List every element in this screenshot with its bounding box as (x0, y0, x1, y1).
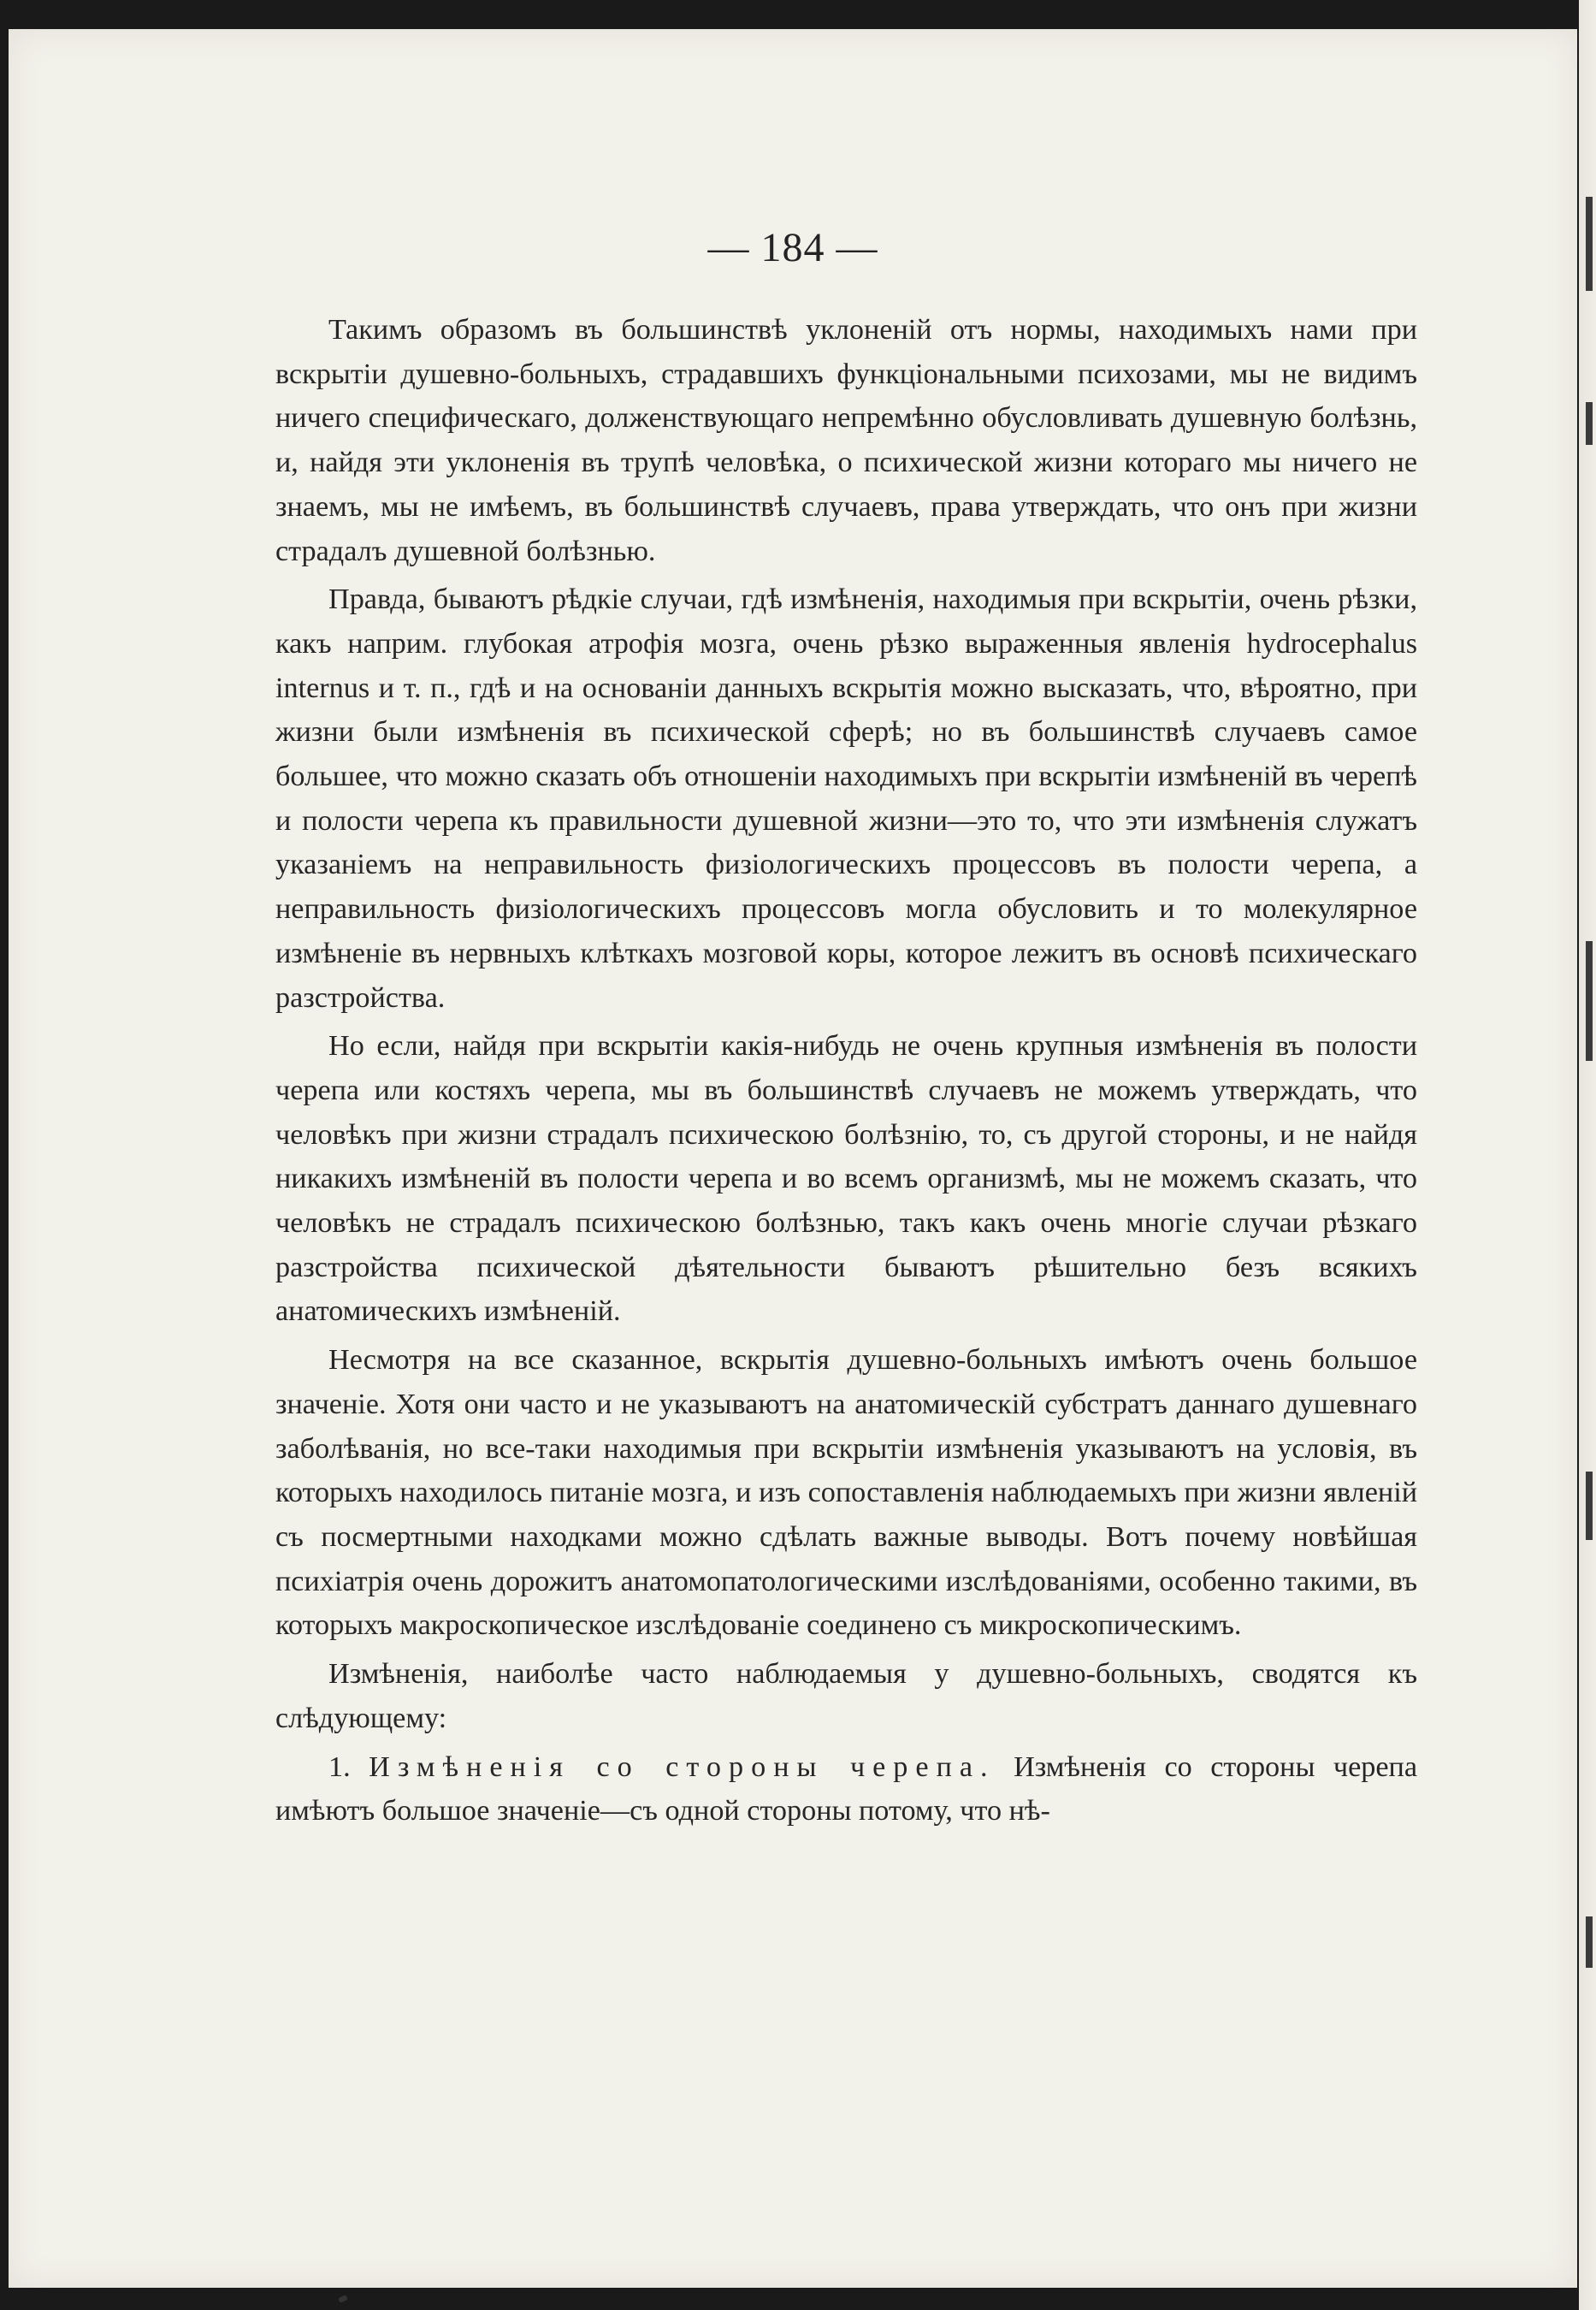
edge-mark (1586, 197, 1593, 291)
edge-mark (1586, 1916, 1593, 1968)
edge-mark (1586, 941, 1593, 1061)
paragraph-5: Измѣненія, наиболѣе часто наблюдаемыя у душевно-больныхъ, сводятся къ слѣдующему: (275, 1658, 1417, 1734)
item-heading: Измѣненія со стороны черепа. (369, 1750, 996, 1783)
paragraph-3: Но если, найдя при вскрытіи какія-нибудь не очень крупныя измѣненія въ полости черепа или костяхъ черепа, мы въ большинствѣ случаевъ не можемъ утверждать, что человѣкъ при жизни страдалъ психическою болѣзнію, то, съ другой стороны, и не найдя никакихъ измѣненій въ полости черепа и во всемъ организмѣ, мы не можемъ сказать, что человѣкъ не страдалъ психическою болѣзнью, такъ какъ очень многіе случаи рѣзкаго разстройства психической дѣятельности бываютъ рѣшительно безъ всякихъ анатомическихъ измѣненій. (275, 1030, 1417, 1328)
book-page (9, 29, 1577, 2288)
paragraph-1: Такимъ образомъ въ большинствѣ уклоненій отъ нормы, находимыхъ нами при вскрытіи душевно-больныхъ, страдавшихъ функціональными психозами, мы не видимъ ничего специфическаго, долженствующаго непремѣнно обусловливать душевную болѣзнь, и, найдя эти уклоненія въ трупѣ человѣка, о психической жизни котораго мы ничего не знаемъ, мы не имѣемъ, въ большинствѣ случаевъ, права утверждать, что онъ при жизни страдалъ душевной болѣзнью. (275, 314, 1417, 567)
edge-mark (1586, 402, 1593, 445)
paragraph-6-item-1 (275, 1745, 1417, 1833)
paragraph-2: Правда, бываютъ рѣдкіе случаи, гдѣ измѣненія, находимыя при вскрытіи, очень рѣзки, какъ наприм. глубокая атрофія мозга, очень рѣзко выраженныя явленія hydrocephalus internus и т. п., гдѣ и на основаніи данныхъ вскрытія можно высказать, что, вѣроятно, при жизни были измѣненія въ психической сферѣ; но въ большинствѣ случаевъ самое большее, что можно сказать объ отношеніи находимыхъ при вскрытіи измѣненій въ черепѣ и полости черепа къ правильности душевной жизни—это то, что эти измѣненія служатъ указаніемъ на неправильность физіологическихъ процессовъ въ полости черепа, а неправильность физіологическихъ процессовъ могла обусловить и то молекулярное измѣненіе въ нервныхъ клѣткахъ мозговой коры, которое лежитъ въ основѣ психическаго разстройства. (275, 583, 1417, 1014)
item-number: 1. (328, 1750, 351, 1783)
item-text: Измѣненія со стороны черепа имѣютъ большое значеніе—съ одной стороны потому, что нѣ- (275, 1750, 1417, 1827)
body-text (275, 308, 1417, 1833)
page-number: — 184 — (707, 225, 878, 270)
paragraph-4: Несмотря на все сказанное, вскрытія душевно-больныхъ имѣютъ очень большое значеніе. Хотя они часто и не указываютъ на анатомическій субстратъ даннаго душевнаго заболѣванія, но все-таки находимыя при вскрытіи измѣненія указываютъ на условія, въ которыхъ находилось питаніе мозга, и изъ сопоставленія наблюдаемыхъ при жизни явленій съ посмертными находками можно сдѣлать важные выводы. Вотъ почему новѣйшая психіатрія очень дорожитъ анатомопатологическими изслѣдованіями, особенно такими, въ которыхъ макроскопическое изслѣдованіе соединено съ микроскопическимъ. (275, 1344, 1417, 1642)
edge-mark (1586, 1472, 1593, 1540)
page-edge (1579, 0, 1596, 2310)
